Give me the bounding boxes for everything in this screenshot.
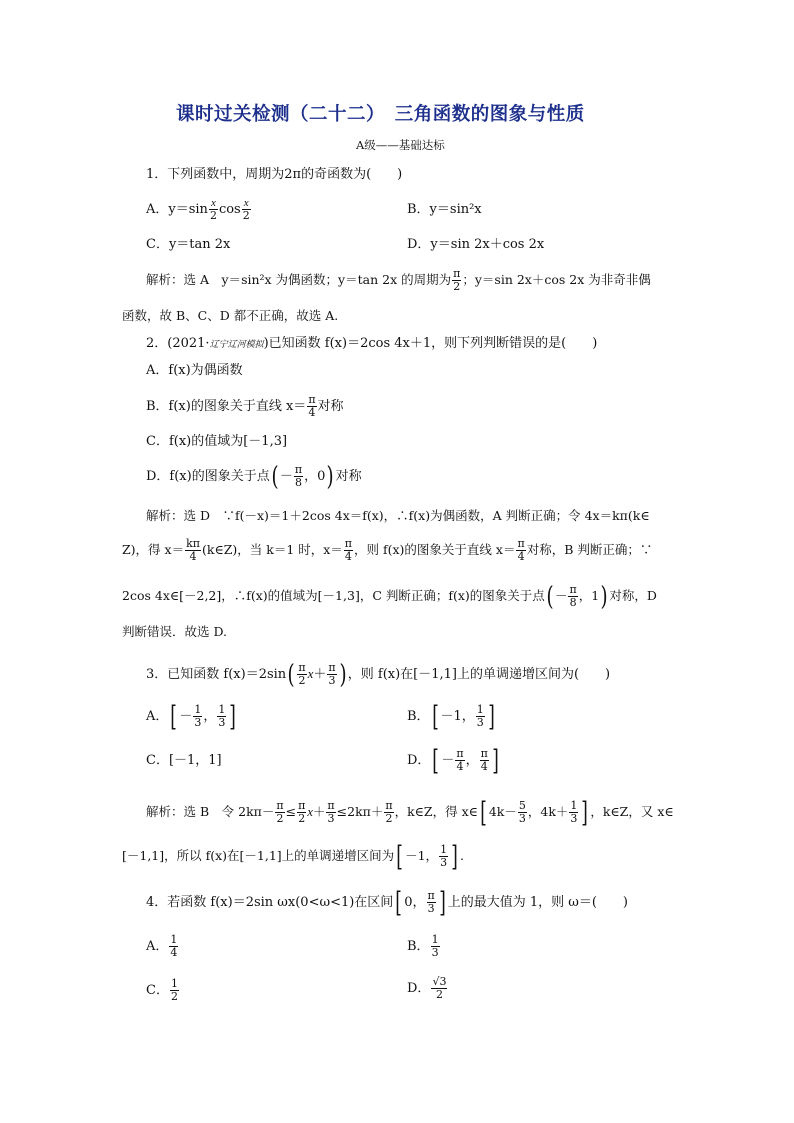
q2-analysis-line3: 2cos 4x∈[－2,2]，∴f(x)的值域为[－1,3]，C 判断正确；f(x)的图象关于点( － $\frac{\pi}{8}$ ，1) 对称，D	[122, 581, 657, 612]
q3-option-d: D．[ － $\frac{\pi}{4}$ ， $\frac{\pi}{4}$ ]	[407, 743, 499, 777]
q3-option-c: C．[－1，1]	[146, 753, 222, 768]
page-title: 课时过关检测（二十二） 三角函数的图象与性质	[176, 104, 585, 125]
q4-option-c: C． $\frac{1}{2}$	[146, 977, 178, 1003]
q4-stem: 4．若函数 f(x)＝2sin ωx(0<ω<1)在区间[ 0， $\frac{\pi}{3}$ ] 上的最大值为 1，则 ω＝( )	[146, 885, 628, 919]
q3-option-a: A．[ － $\frac{1}{3}$ ， $\frac{1}{3}$ ]	[146, 699, 237, 733]
q2-option-c: C．f(x)的值域为[－1,3]	[146, 434, 288, 449]
q1-option-c: C．y＝tan 2x	[146, 237, 231, 252]
q1-analysis-line1: 解析：选 A y＝sin²x 为偶函数；y＝tan 2x 的周期为 $\frac{\pi}{2}$ ；y＝sin 2x＋cos 2x 为非奇非偶	[146, 267, 651, 293]
q3-analysis-line1: 解析：选 B 令 2kπ－ $\frac{\pi}{2}$ ≤ $\frac{\pi}{2}$ x＋ $\frac{\pi}{3}$ ≤2kπ＋ $\frac{\pi}{2}$ ，k∈Z，得 x∈[ 4k－ $\frac{5}{3}$ ，4k＋ $\frac{1}{3}$ ] ，k∈Z，又 x∈	[146, 795, 674, 829]
q1-stem: 1．下列函数中，周期为2π的奇函数为( )	[146, 167, 403, 182]
level-heading: A级——基础达标	[356, 138, 445, 152]
q2-analysis-line1: 解析：选 D ∵f(－x)＝1＋2cos 4x＝f(x)，∴f(x)为偶函数，A 判断正确；令 4x＝kπ(k∈	[146, 508, 650, 523]
q2-analysis-line2: Z)，得 x＝ $\frac{k\pi}{4}$ (k∈Z)，当 k＝1 时，x＝ $\frac{\pi}{4}$ ，则 f(x)的图象关于直线 x＝ $\frac{\pi}{4}$ 对称，B 判断正确；∵	[122, 537, 653, 563]
q1-option-a: A．y＝sin $\frac{x}{2}$ cos $\frac{x}{2}$	[146, 197, 250, 222]
q2-stem: 2．(2021·辽宁辽河模拟)已知函数 f(x)＝2cos 4x＋1，则下列判断错误的是( )	[146, 336, 598, 351]
q1-option-d: D．y＝sin 2x＋cos 2x	[407, 237, 545, 252]
q3-option-b: B．[ －1， $\frac{1}{3}$ ]	[407, 699, 495, 733]
q2-option-a: A．f(x)为偶函数	[146, 363, 243, 378]
q2-option-b: B．f(x)的图象关于直线 x＝ $\frac{\pi}{4}$ 对称	[146, 393, 344, 419]
q4-option-b: B． $\frac{1}{3}$	[407, 933, 439, 959]
q3-stem: 3．已知函数 f(x)＝2sin( $\frac{\pi}{2}$ x＋ $\frac{\pi}{3}$ ) ，则 f(x)在[－1,1]上的单调递增区间为( )	[146, 659, 611, 690]
q1-option-b: B．y＝sin²x	[407, 202, 482, 217]
q4-option-d: D． $\frac{√3}{2}$	[407, 975, 447, 1001]
q2-analysis-line4: 判断错误．故选 D.	[122, 624, 228, 639]
q3-analysis-line2: [－1,1]，所以 f(x)在[－1,1]上的单调递增区间为[ －1， $\frac{1}{3}$ ] .	[122, 839, 464, 873]
q4-option-a: A． $\frac{1}{4}$	[146, 933, 178, 959]
q1-analysis-line2: 函数，故 B、C、D 都不正确，故选 A.	[122, 308, 339, 323]
q2-option-d: D．f(x)的图象关于点( － $\frac{\pi}{8}$ ，0) 对称	[146, 461, 362, 492]
